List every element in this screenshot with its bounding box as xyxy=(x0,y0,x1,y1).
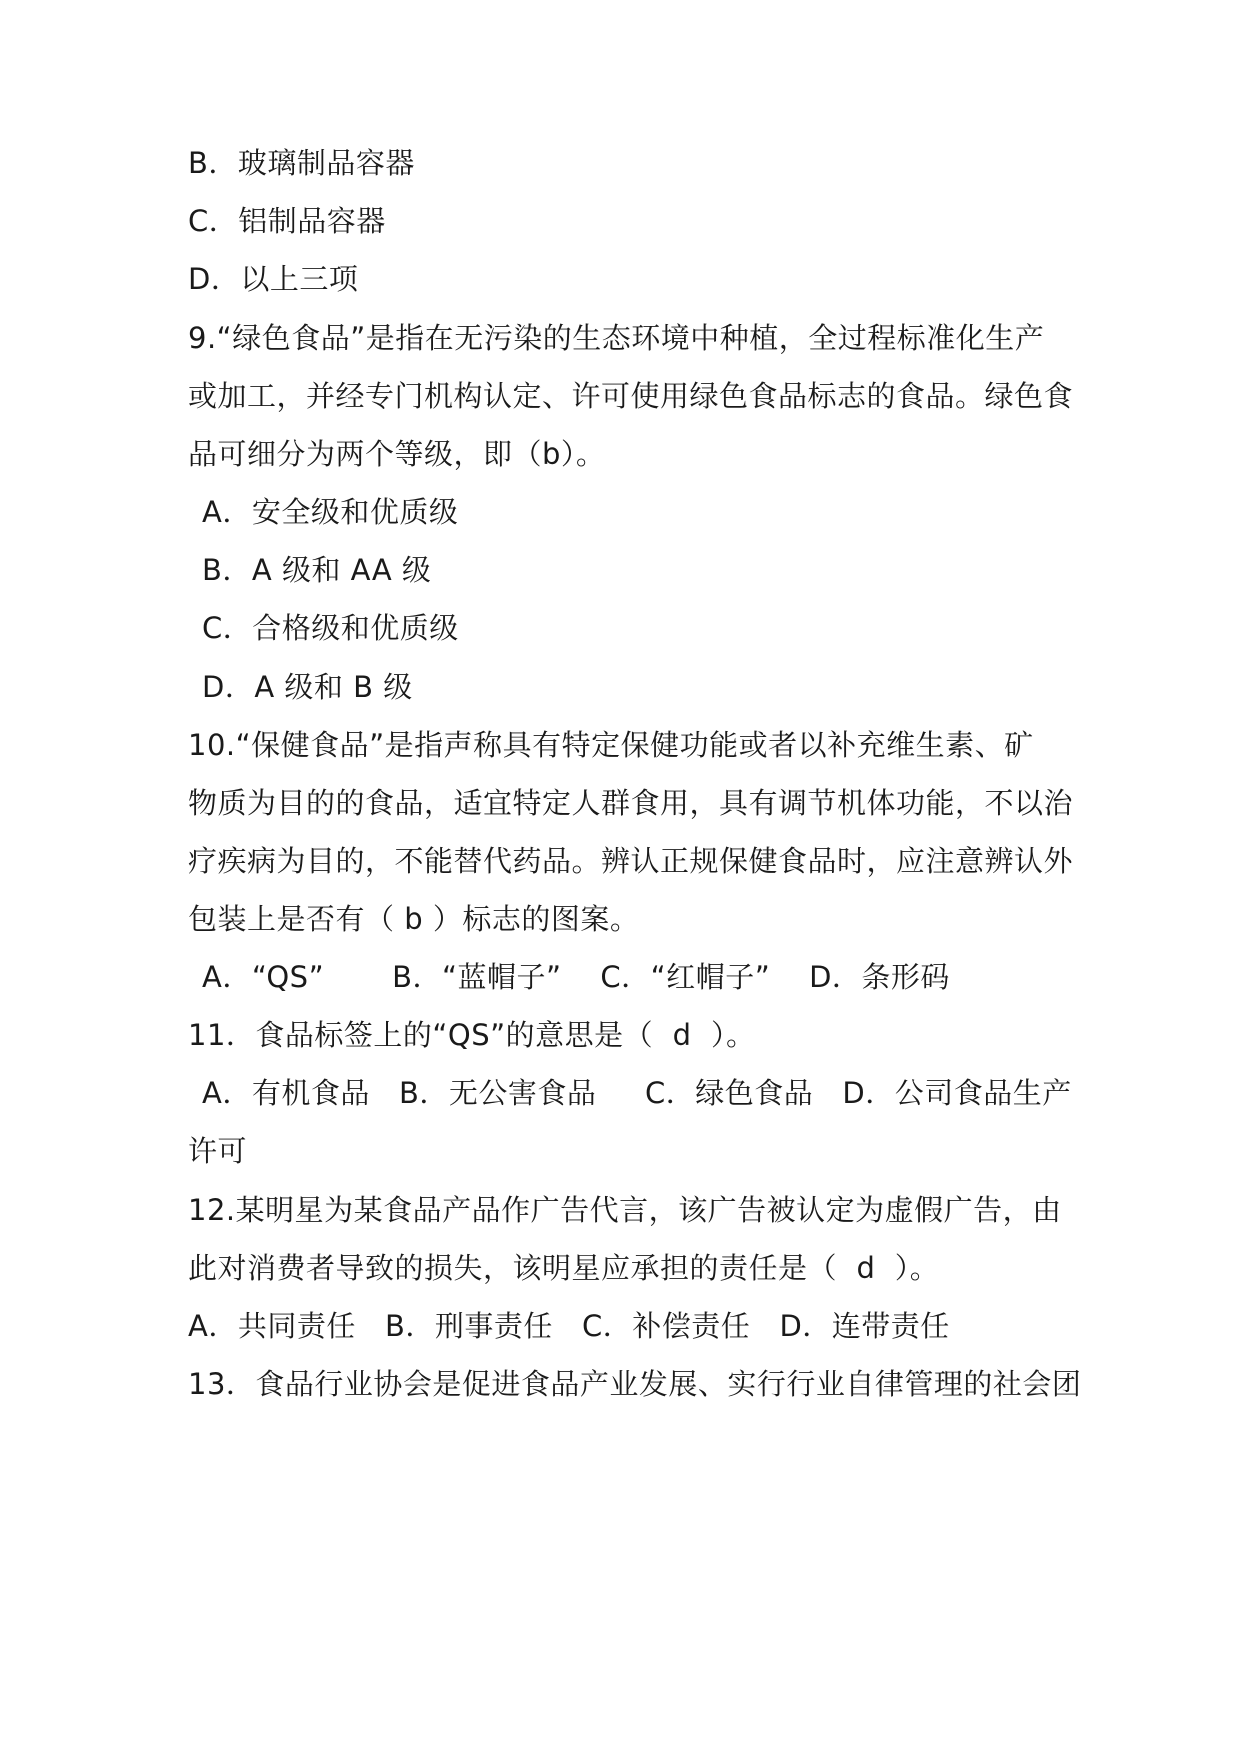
q9-option-c: C．合格级和优质级 xyxy=(202,611,459,645)
q9-text-line-1: 9.“绿色食品”是指在无污染的生态环境中种植，全过程标准化生产 xyxy=(188,321,1045,355)
q9-option-b: B．A 级和 AA 级 xyxy=(202,553,432,587)
q8-option-b: B．玻璃制品容器 xyxy=(188,146,415,180)
q11-options-continued: 许可 xyxy=(188,1134,248,1168)
q12-options: A．共同责任 B．刑事责任 C．补偿责任 D．连带责任 xyxy=(188,1309,950,1343)
q9-text-line-2: 或加工，并经专门机构认定、许可使用绿色食品标志的食品。绿色食 xyxy=(188,379,1074,413)
q9-text-line-3: 品可细分为两个等级，即（b）。 xyxy=(188,437,606,471)
q12-text-line-2: 此对消费者导致的损失，该明星应承担的责任是（ d ）。 xyxy=(188,1251,940,1285)
q8-option-c: C．铝制品容器 xyxy=(188,204,386,238)
q10-text-line-1: 10.“保健食品”是指声称具有特定保健功能或者以补充维生素、矿 xyxy=(188,728,1034,762)
q8-option-d: D．以上三项 xyxy=(188,262,359,296)
q10-options: A．“QS” B．“蓝帽子” C．“红帽子” D．条形码 xyxy=(202,960,950,994)
q13-text-line-1: 13．食品行业协会是促进食品产业发展、实行行业自律管理的社会团 xyxy=(188,1367,1082,1401)
q11-options: A．有机食品 B．无公害食品 C．绿色食品 D．公司食品生产 xyxy=(202,1076,1072,1110)
q11-text: 11．食品标签上的“QS”的意思是（ d ）。 xyxy=(188,1018,756,1052)
q9-option-a: A．安全级和优质级 xyxy=(202,495,459,529)
q10-text-line-2: 物质为目的的食品，适宜特定人群食用，具有调节机体功能，不以治 xyxy=(188,786,1074,820)
q12-text-line-1: 12.某明星为某食品产品作广告代言，该广告被认定为虚假广告，由 xyxy=(188,1193,1062,1227)
q10-text-line-4: 包装上是否有（ b ）标志的图案。 xyxy=(188,902,640,936)
q9-option-d: D．A 级和 B 级 xyxy=(202,670,413,704)
q10-text-line-3: 疗疾病为目的，不能替代药品。辨认正规保健食品时，应注意辨认外 xyxy=(188,844,1074,878)
